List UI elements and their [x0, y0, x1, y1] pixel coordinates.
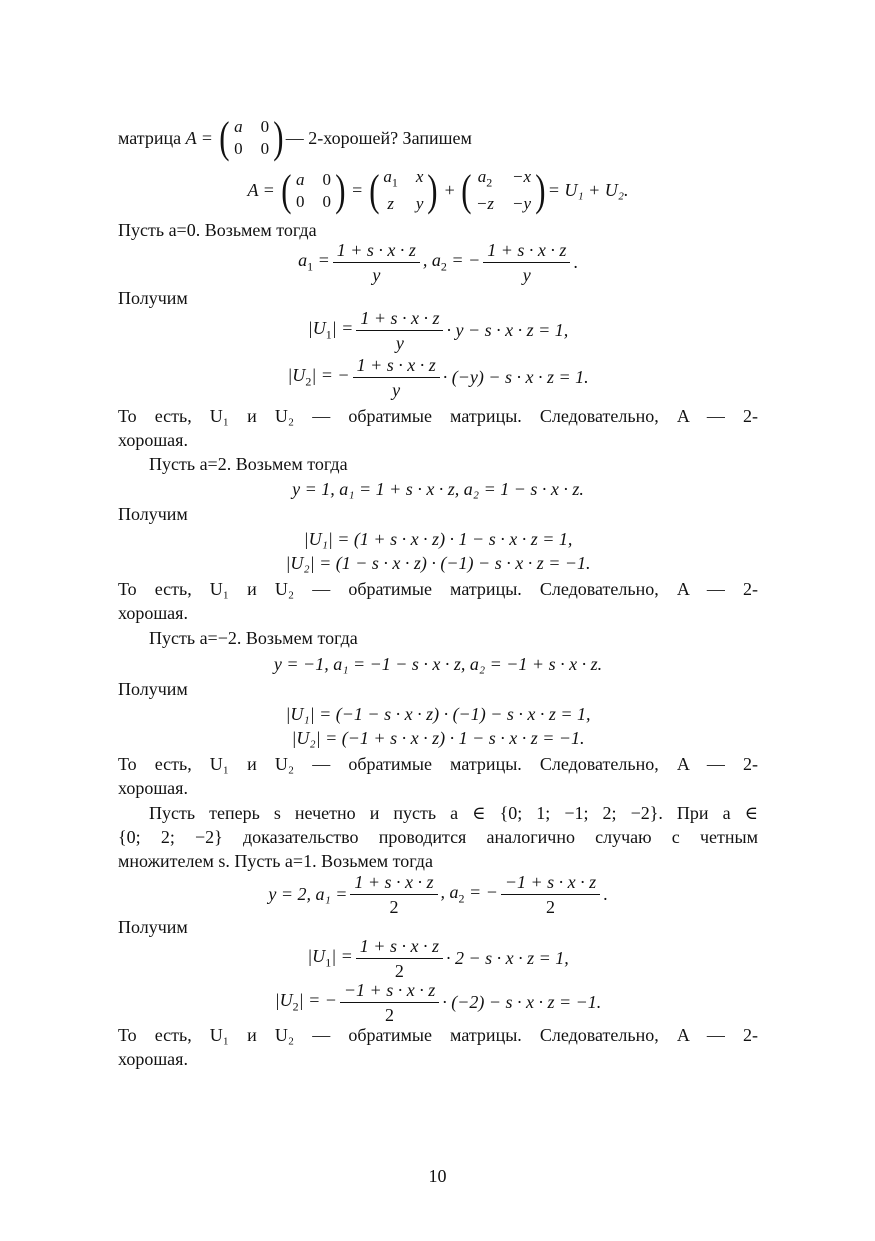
- page-number: 10: [428, 1166, 447, 1186]
- equation-u1-case1: $|U_1|$ = $\frac{1 + s \cdot x \cdot z}{2}$ · 2 − s · x · z = 1,: [307, 936, 569, 981]
- paragraph-odd-line3: множителем s. Пусть a=1. Возьмем тогда: [118, 851, 433, 871]
- case-a0-intro: Пусть a=0. Возьмем тогда: [118, 220, 317, 240]
- equation-u2-case0: $|U_2|$ = − $\frac{1 + s \cdot x \cdot z}{y}$ · (−y) − s · x · z = 1.: [287, 355, 589, 400]
- conclusion-1b: хорошая.: [118, 430, 188, 450]
- matrix-a: ( a 0 0 0 ): [219, 113, 284, 162]
- label-get-4: Получим: [118, 917, 188, 937]
- case-am2-intro: Пусть a=−2. Возьмем тогда: [149, 628, 358, 648]
- equation-u1-case0: $|U_1|$ = $\frac{1 + s \cdot x \cdot z}{y}$ · y − s · x · z = 1,: [307, 308, 569, 353]
- conclusion-2a: То есть, U₁ и U₂ — обратимые матрицы. Следовательно, A — 2-: [118, 579, 758, 599]
- line-matrix-intro: матрица A = ( a 0 0 0 ) — 2-хорошей? Запишем: [118, 113, 472, 162]
- equation-u1-casem2: |U₁| = (−1 − s · x · z) · (−1) − s · x · z = 1,: [285, 704, 591, 724]
- conclusion-3b: хорошая.: [118, 778, 188, 798]
- conclusion-4b: хорошая.: [118, 1049, 188, 1069]
- conclusion-2b: хорошая.: [118, 603, 188, 623]
- conclusion-1a: То есть, U₁ и U₂ — обратимые матрицы. Следовательно, A — 2-: [118, 406, 758, 426]
- equation-u1-case2: |U₁| = (1 + s · x · z) · 1 − s · x · z = 1,: [303, 529, 573, 549]
- equation-case-a2: y = 1, a₁ = 1 + s · x · z, a₂ = 1 − s · x · z.: [292, 479, 584, 499]
- equation-u2-case1: $|U_2|$ = − $\frac{-1 + s \cdot x \cdot z}{2}$ · (−2) − s · x · z = −1.: [274, 980, 602, 1025]
- paragraph-odd-line1: Пусть теперь s нечетно и пусть a ∈ {0; 1; −1; 2; −2}. При a ∈: [149, 803, 758, 823]
- case-a2-intro: Пусть a=2. Возьмем тогда: [149, 454, 348, 474]
- conclusion-3a: То есть, U₁ и U₂ — обратимые матрицы. Следовательно, A — 2-: [118, 754, 758, 774]
- label-get-2: Получим: [118, 504, 188, 524]
- conclusion-4a: То есть, U₁ и U₂ — обратимые матрицы. Следовательно, A — 2-: [118, 1025, 758, 1045]
- label-get-1: Получим: [118, 288, 188, 308]
- equation-case-am2: y = −1, a₁ = −1 − s · x · z, a₂ = −1 + s · x · z.: [273, 654, 603, 674]
- equation-case-a1: y = 2, a₁ = $\frac{1 + s \cdot x \cdot z}{2}$ , $a_2$ = − $\frac{-1 + s \cdot x \cdot z}{2}$ .: [268, 872, 608, 917]
- equation-u2-casem2: |U₂| = (−1 + s · x · z) · 1 − s · x · z = −1.: [291, 728, 585, 748]
- equation-decomposition: A = ( a 0 0 0 ) = ( $a_1$ x z y ) + ( $a_2$ −x −z −y ) = U₁ + U₂.: [247, 165, 629, 215]
- paragraph-odd-line2: {0; 2; −2} доказательство проводится аналогично случаю с четным: [118, 827, 758, 847]
- equation-a1-a2: $a_1$ = $\frac{1 + s \cdot x \cdot z}{y}$ , $a_2$ = − $\frac{1 + s \cdot x \cdot z}{y}$ .: [298, 240, 578, 285]
- label-get-3: Получим: [118, 679, 188, 699]
- equation-u2-case2: |U₂| = (1 − s · x · z) · (−1) − s · x · z = −1.: [285, 553, 591, 573]
